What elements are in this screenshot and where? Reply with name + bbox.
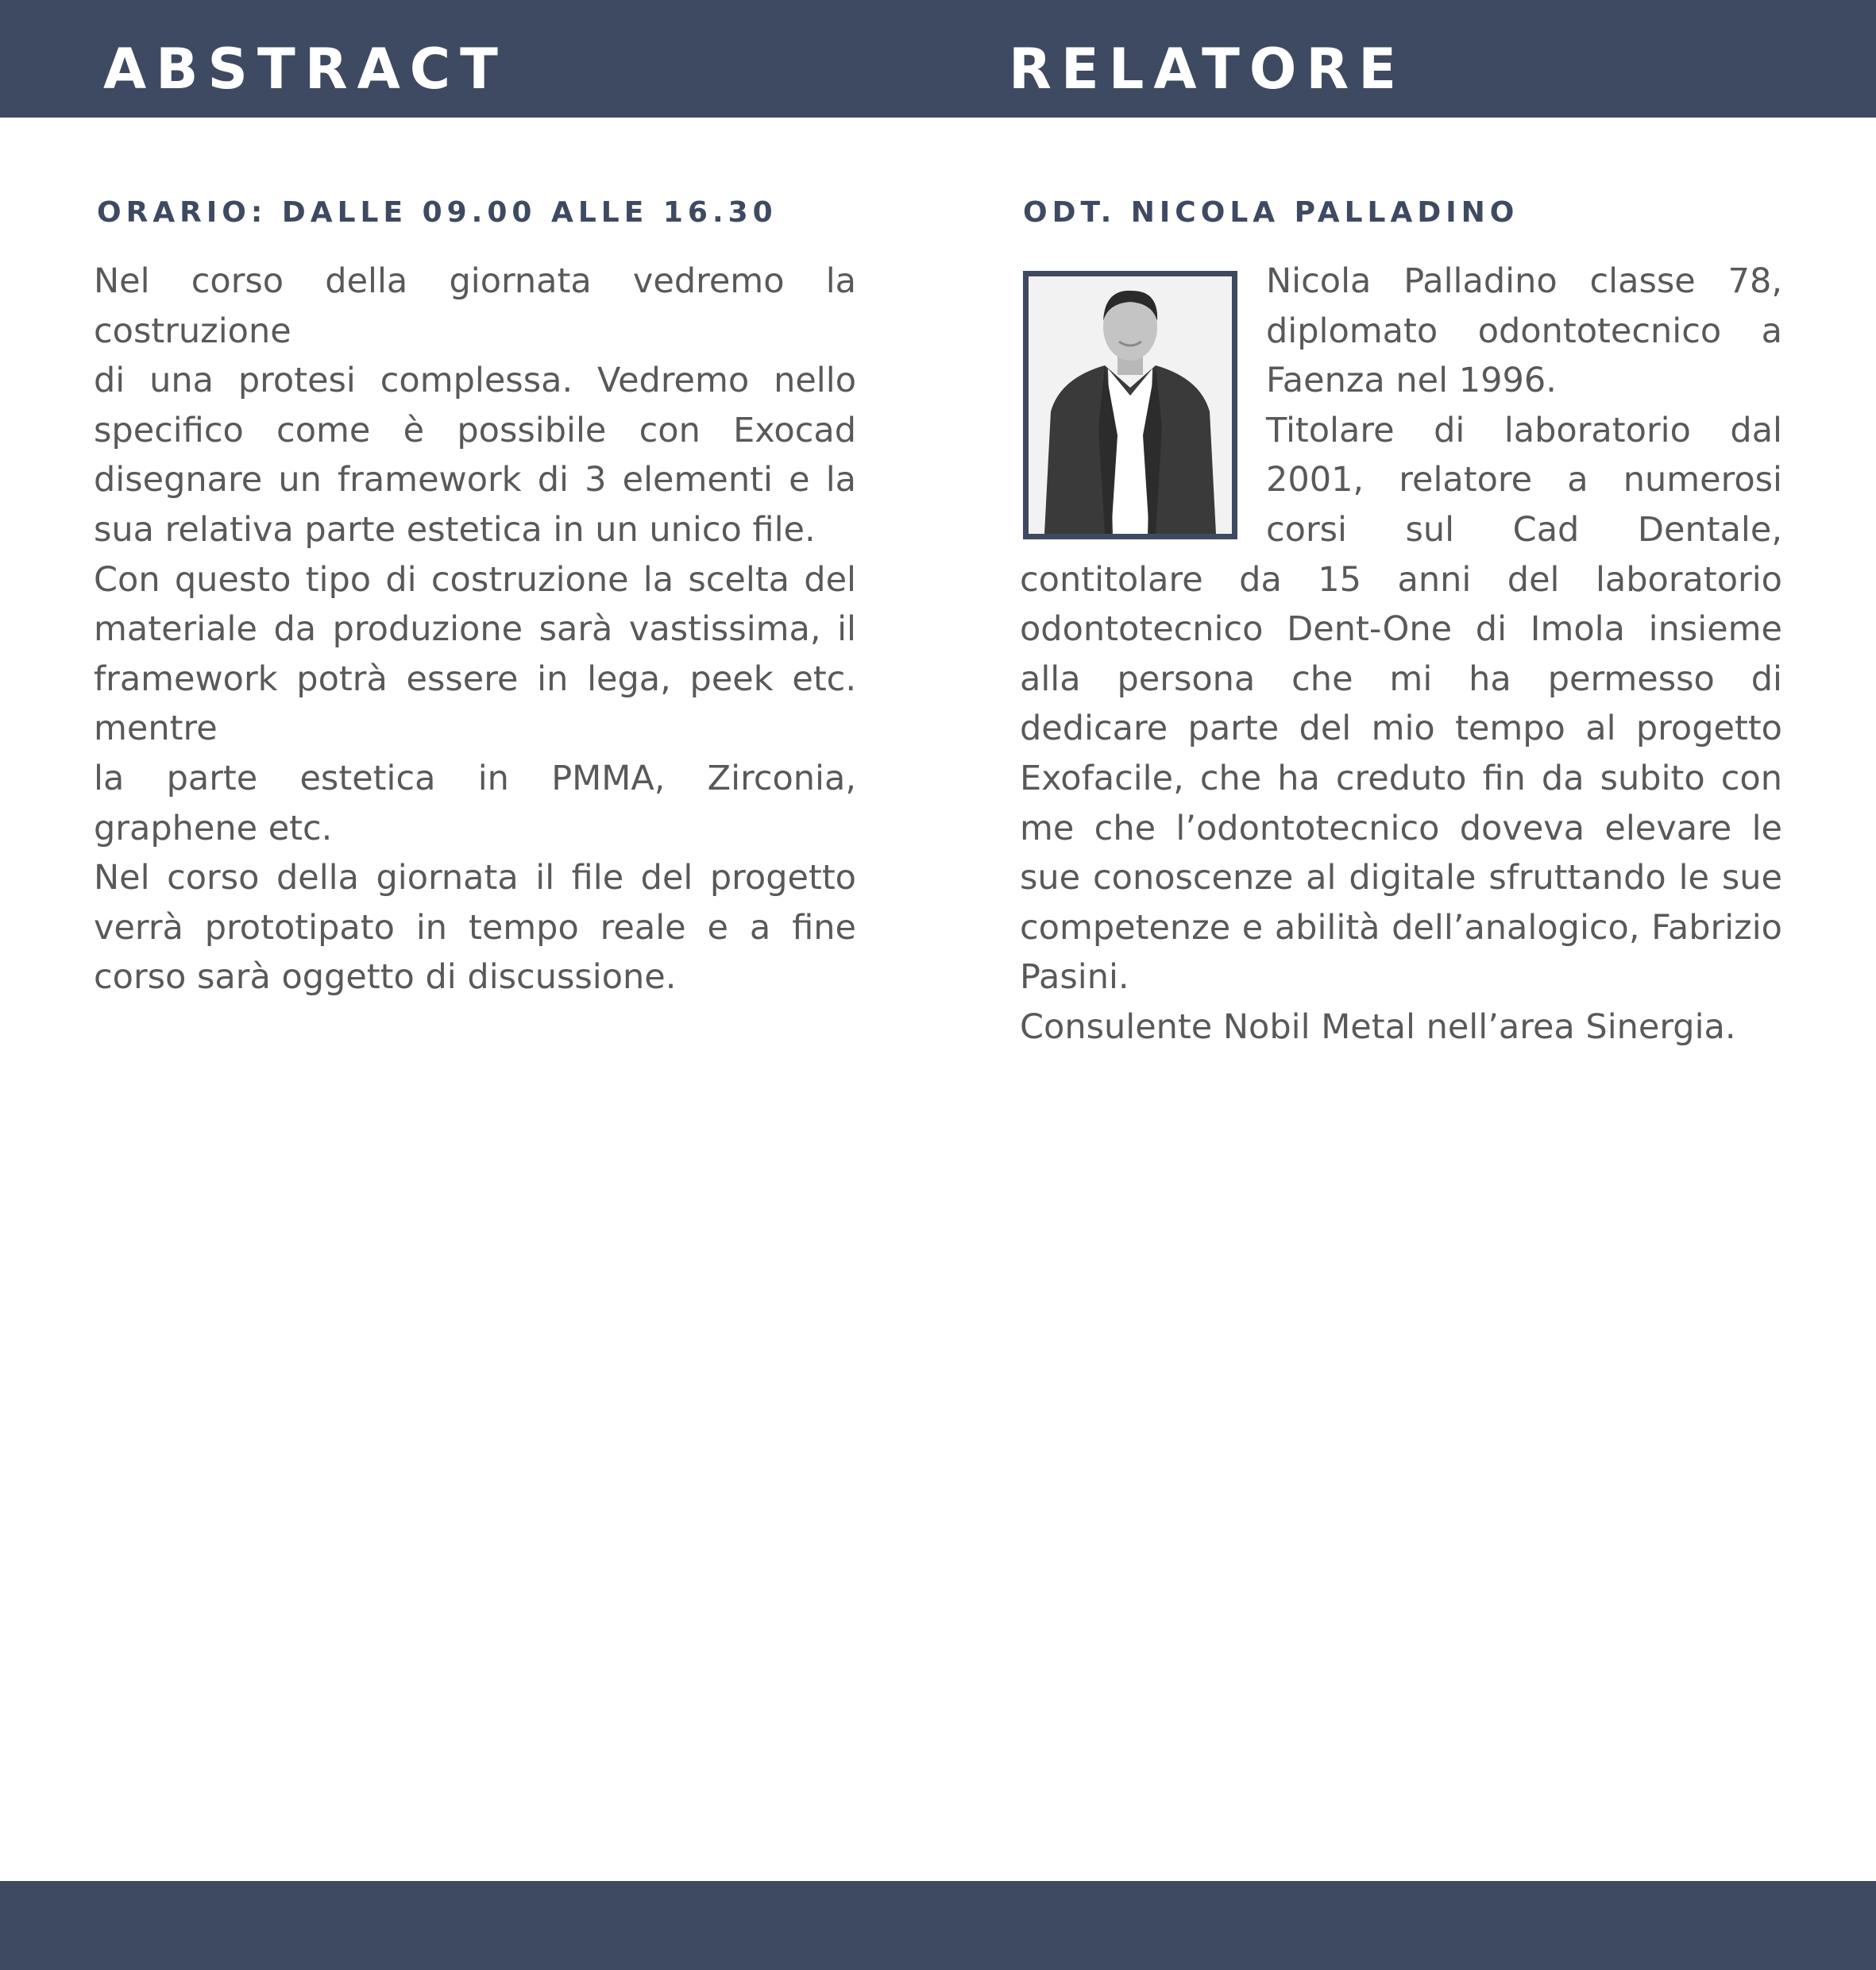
abstract-paragraph-4: la parte estetica in PMMA, Zirconia, graphene etc. bbox=[94, 758, 856, 848]
speaker-paragraph-3: Consulente Nobil Metal nell’area Sinergia. bbox=[1020, 1006, 1736, 1047]
schedule-heading: ORARIO: DALLE 09.00 ALLE 16.30 bbox=[97, 196, 778, 229]
abstract-column bbox=[94, 257, 856, 1002]
relatore-title: RELATORE bbox=[1009, 37, 1407, 102]
speaker-photo bbox=[1023, 271, 1237, 539]
speaker-name-heading: ODT. NICOLA PALLADINO bbox=[1023, 196, 1519, 229]
speaker-paragraph-2: Titolare di laboratorio dal 2001, relatore a numerosi corsi sul Cad Dentale, contitolare da 15 anni del laboratorio odontotecnico Dent-One di Imola insieme alla persona che mi ha permesso di dedicare parte del mio tempo al progetto Exofacile, che ha creduto fin da subito con me che l’odontotecnico doveva elevare le sue conoscenze al digitale sfruttando le sue competenze e abilità dell’analogico, Fabrizio Pasini. bbox=[1020, 410, 1782, 998]
header-bar bbox=[0, 0, 1876, 118]
abstract-paragraph-3: Con questo tipo di costruzione la scelta del materiale da produzione sarà vastissima, il framework potrà essere in lega, peek etc. mentre bbox=[94, 559, 856, 749]
abstract-title: ABSTRACT bbox=[103, 37, 508, 102]
speaker-portrait-image bbox=[1029, 276, 1232, 534]
footer-bar bbox=[0, 1881, 1876, 1970]
abstract-paragraph-2: di una protesi complessa. Vedremo nello specifico come è possibile con Exocad disegnare un framework di 3 elementi e la sua relativa parte estetica in un unico file. bbox=[94, 361, 856, 550]
speaker-paragraph-1: Nicola Palladino classe 78, diplomato odontotecnico a Faenza nel 1996. bbox=[1266, 261, 1782, 401]
abstract-paragraph-5: Nel corso della giornata il file del progetto verrà prototipato in tempo reale e a fine corso sarà oggetto di discussione. bbox=[94, 858, 856, 998]
speaker-column bbox=[1020, 257, 1782, 1053]
abstract-paragraph-1: Nel corso della giornata vedremo la costruzione bbox=[94, 261, 856, 351]
